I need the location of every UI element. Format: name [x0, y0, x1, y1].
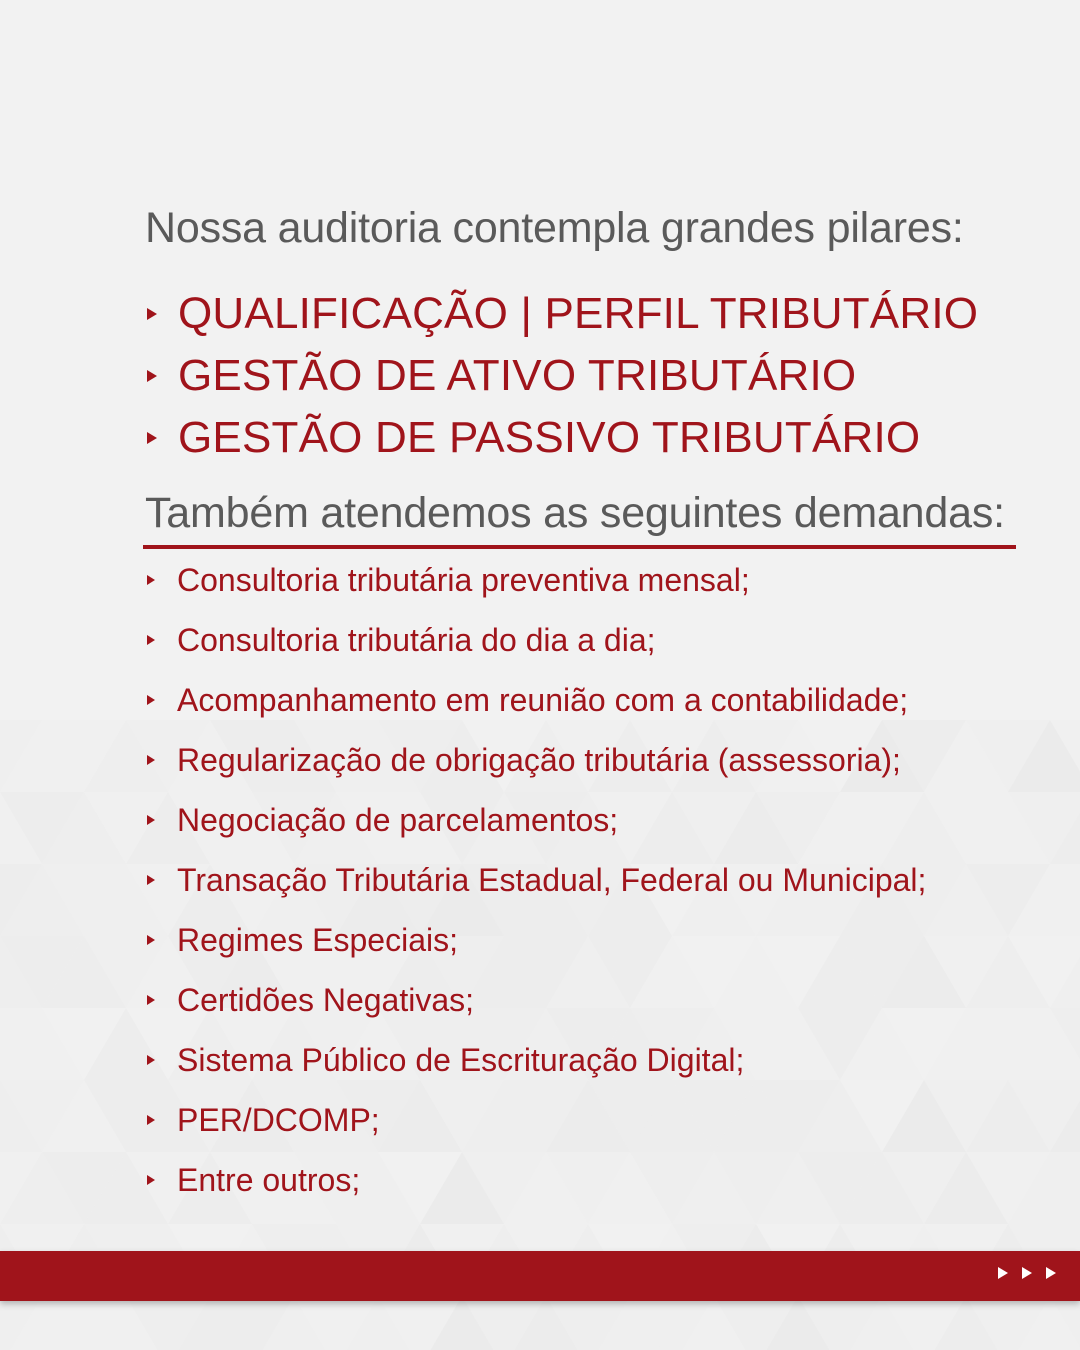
- pillar-item: [145, 407, 978, 469]
- pillar-item: [145, 345, 978, 407]
- pillar-label: GESTÃO DE PASSIVO TRIBUTÁRIO: [178, 413, 921, 462]
- demand-label: Certidões Negativas;: [177, 981, 475, 1018]
- demands-list: [145, 550, 926, 1210]
- demand-label: Acompanhamento em reunião com a contabilidade;: [177, 681, 909, 718]
- demands-heading: Também atendemos as seguintes demandas:: [145, 489, 1005, 537]
- bullet-triangle-icon: [147, 635, 155, 645]
- demand-label: Regularização de obrigação tributária (assessoria);: [177, 741, 901, 778]
- demand-item: [145, 1150, 926, 1210]
- demand-label: Consultoria tributária do dia a dia;: [177, 621, 656, 658]
- bullet-triangle-icon: [147, 995, 155, 1005]
- demand-label: Negociação de parcelamentos;: [177, 801, 619, 838]
- demand-label: Sistema Público de Escrituração Digital;: [177, 1041, 745, 1078]
- bullet-triangle-icon: [147, 308, 157, 320]
- bullet-triangle-icon: [147, 370, 157, 382]
- demand-label: Regimes Especiais;: [177, 921, 458, 958]
- bullet-triangle-icon: [147, 875, 155, 885]
- pillar-label: GESTÃO DE ATIVO TRIBUTÁRIO: [178, 351, 857, 400]
- bullet-triangle-icon: [147, 695, 155, 705]
- intro-heading: Nossa auditoria contempla grandes pilares:: [145, 204, 964, 252]
- pillar-label: QUALIFICAÇÃO | PERFIL TRIBUTÁRIO: [178, 289, 979, 338]
- bullet-triangle-icon: [147, 1055, 155, 1065]
- demand-item: [145, 850, 926, 910]
- demand-item: [145, 1030, 926, 1090]
- demand-item: [145, 910, 926, 970]
- demand-label: Entre outros;: [177, 1161, 361, 1198]
- pillars-list: [145, 283, 978, 469]
- demand-item: [145, 610, 926, 670]
- bullet-triangle-icon: [147, 575, 155, 585]
- bullet-triangle-icon: [147, 1115, 155, 1125]
- bullet-triangle-icon: [147, 1175, 155, 1185]
- bullet-triangle-icon: [147, 432, 157, 444]
- demand-item: [145, 970, 926, 1030]
- demand-item: [145, 670, 926, 730]
- demand-label: PER/DCOMP;: [177, 1101, 380, 1138]
- bullet-triangle-icon: [147, 935, 155, 945]
- heading-underline: [143, 545, 1016, 549]
- demand-label: Transação Tributária Estadual, Federal ou Municipal;: [177, 861, 927, 898]
- demand-item: [145, 1090, 926, 1150]
- bullet-triangle-icon: [147, 815, 155, 825]
- bullet-triangle-icon: [147, 755, 155, 765]
- demand-item: [145, 730, 926, 790]
- demand-item: [145, 790, 926, 850]
- demand-label: Consultoria tributária preventiva mensal;: [177, 561, 750, 598]
- demand-item: [145, 550, 926, 610]
- pillar-item: [145, 283, 978, 345]
